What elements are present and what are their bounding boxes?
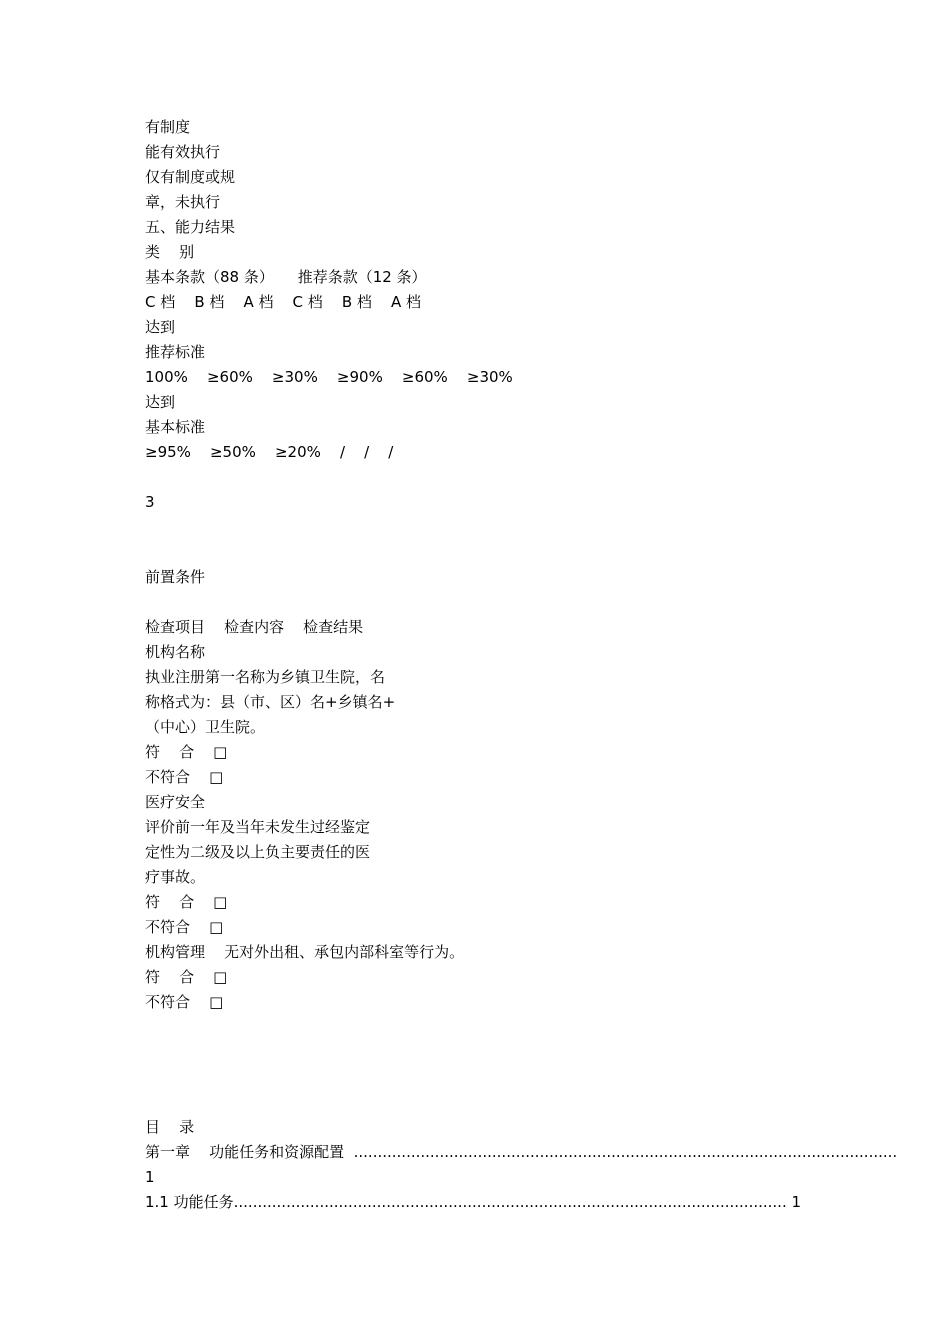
section-heading: 前置条件: [145, 568, 206, 586]
spacer: [145, 465, 825, 490]
text-line: 100% ≥60% ≥30% ≥90% ≥60% ≥30%: [145, 368, 513, 386]
checkbox-line: 符 合 □: [145, 743, 228, 761]
section-heading: 五、能力结果: [145, 218, 236, 236]
toc-entry-page: 1: [145, 1168, 155, 1186]
text-line: ≥95% ≥50% ≥20% / / /: [145, 443, 394, 461]
text-line: 推荐标准: [145, 343, 206, 361]
text-line: 疗事故。: [145, 868, 206, 886]
text-line: 基本标准: [145, 418, 206, 436]
text-line: 仅有制度或规: [145, 168, 236, 186]
toc-leader-dots: ....................................................................................................................: [233, 1193, 787, 1211]
toc-entry-chapter-1[interactable]: [145, 1140, 898, 1165]
text-line: 机构管理 无对外出租、承包内部科室等行为。: [145, 943, 465, 961]
spacer: [145, 590, 825, 615]
text-line: 医疗安全: [145, 793, 206, 811]
checkbox-line: 不符合 □: [145, 993, 224, 1011]
toc-entry-label: 第一章 功能任务和资源配置: [145, 1143, 354, 1161]
text-line: 有制度: [145, 118, 191, 136]
text-line: （中心）卫生院。: [145, 718, 266, 736]
section-prereq: [145, 565, 825, 1015]
text-line: 类 别: [145, 243, 195, 261]
toc-entry-section-1-1[interactable]: [145, 1190, 825, 1215]
text-line: 达到: [145, 318, 176, 336]
document-page: [145, 115, 898, 1215]
checkbox-line: 符 合 □: [145, 893, 228, 911]
section-top: [145, 115, 825, 465]
page-number: 3: [145, 493, 155, 511]
checkbox-line: 不符合 □: [145, 918, 224, 936]
text-line: 称格式为：县（市、区）名+乡镇名+: [145, 693, 396, 711]
toc-title: 目 录: [145, 1118, 195, 1136]
table-header: 检查项目 检查内容 检查结果: [145, 618, 364, 636]
text-line: 执业注册第一名称为乡镇卫生院，名: [145, 668, 386, 686]
checkbox-line: 不符合 □: [145, 768, 224, 786]
spacer: [145, 1090, 825, 1115]
text-line: 机构名称: [145, 643, 206, 661]
text-line: 评价前一年及当年未发生过经鉴定: [145, 818, 371, 836]
text-line: 达到: [145, 393, 176, 411]
text-line: 定性为二级及以上负主要责任的医: [145, 843, 371, 861]
spacer: [145, 515, 825, 565]
checkbox-line: 符 合 □: [145, 968, 228, 986]
text-line: 能有效执行: [145, 143, 221, 161]
spacer: [145, 1015, 825, 1090]
toc-leader-dots: ..................................................................................................................: [353, 1143, 898, 1161]
toc-entry-page: 1: [786, 1193, 802, 1211]
toc-entry-label: 1.1 功能任务: [145, 1193, 234, 1211]
text-line: 基本条款（88 条） 推荐条款（12 条）: [145, 268, 427, 286]
text-line: C 档 B 档 A 档 C 档 B 档 A 档: [145, 293, 422, 311]
text-line: 章，未执行: [145, 193, 221, 211]
table-of-contents: [145, 1115, 898, 1215]
